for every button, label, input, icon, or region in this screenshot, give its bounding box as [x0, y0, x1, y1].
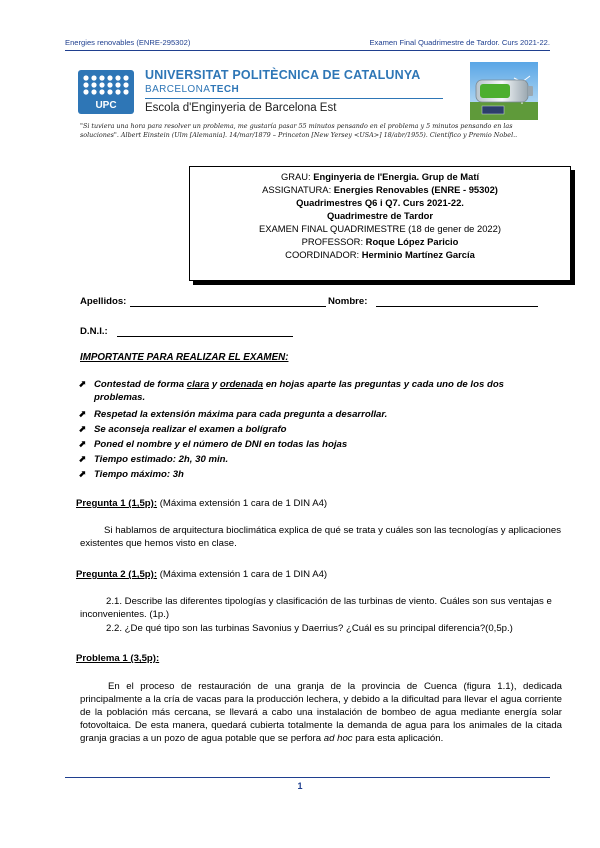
instruction-1: ⬈ Contestad de forma clara y ordenada en hojas aparte las preguntas y cada uno de los dos problemas. — [78, 379, 505, 403]
arrow-icon: ⬈ — [78, 454, 87, 465]
upc-logo-icon — [78, 70, 134, 114]
course-code: Energies renovables (ENRE-295302) — [65, 38, 191, 47]
footer-rule — [65, 777, 550, 778]
exam-session: Examen Final Quadrimestre de Tardor. Curs 2021-22. — [369, 38, 550, 47]
school-name: Escola d'Enginyeria de Barcelona Est — [145, 102, 337, 114]
quadrimestres-line: Quadrimestres Q6 i Q7. Curs 2021-22. — [296, 197, 464, 208]
instruction-2: ⬈ Respetad la extensión máxima para cada pregunta a desarrollar. — [78, 409, 388, 420]
pregunta-1-text: Si hablamos de arquitectura bioclimática explica de qué se trata y cuáles son las tecnologías y aplicaciones existentes que hemos visto en clase. — [80, 525, 562, 549]
banner-divider — [145, 98, 443, 99]
university-name: UNIVERSITAT POLITÈCNICA DE CATALUNYA — [145, 68, 421, 82]
pregunta-2-item-2: 2.2. ¿De qué tipo son las turbinas Savonius y Daerrius? ¿Cuál es su principal diferencia?(0,5p.) — [106, 623, 513, 634]
important-title: IMPORTANTE PARA REALIZAR EL EXAMEN: — [80, 352, 289, 363]
instruction-6: ⬈ Tiempo máximo: 3h — [78, 469, 184, 480]
pregunta-2-heading: Pregunta 2 (1,5p): (Máxima extensión 1 cara de 1 DIN A4) — [76, 569, 328, 580]
assignatura-line: ASSIGNATURA: Energies Renovables (ENRE - 95302) — [262, 184, 498, 195]
problema-1-heading: Problema 1 (3,5p): — [76, 653, 160, 664]
instruction-4: ⬈ Poned el nombre y el número de DNI en todas las hojas — [78, 439, 348, 450]
apellidos-label: Apellidos: — [80, 296, 127, 307]
coordinador-line: COORDINADOR: Herminio Martínez García — [285, 249, 475, 260]
running-header — [65, 38, 550, 52]
apellidos-field[interactable] — [130, 297, 326, 307]
dni-field[interactable] — [117, 327, 293, 337]
page-number: 1 — [297, 781, 303, 791]
arrow-icon: ⬈ — [78, 409, 87, 420]
university-subtitle: BARCELONATECH — [145, 84, 240, 95]
arrow-icon: ⬈ — [78, 439, 87, 450]
instruction-5: ⬈ Tiempo estimado: 2h, 30 min. — [78, 454, 229, 465]
pregunta-2-item-1: 2.1. Describe las diferentes tipologías y clasificación de las turbinas de viento. Cuáles son sus ventajas e inconvenientes. (1p.) — [80, 596, 552, 620]
problema-1-text: En el proceso de restauración de una granja de la provincia de Cuenca (figura 1.1), dedicada principalmente a la cría de vacas para la producción lechera, y debido a la dificultad para llevar el agua corriente de la población más cercana, se llevará a cabo una instalación de bombeo de agua mediante energía solar fotovoltaica. De esta manera, quedará cubierta totalmente la demanda de agua para los animales de la citada granja gracias a un pozo de agua potable que se perfora ad hoc para esta aplicación. — [80, 681, 562, 744]
einstein-quote: "Si tuviera una hora para resolver un problema, me gustaría pasar 55 minutos pensando en el problema y 5 minutos pensando en las soluciones". Albert Einstein (Ulm [Alemania]. 14/mar/1879 – Princeton [New Yersey <USA>] 18/abr/1955). Científico y Premio Nobel.. — [80, 122, 518, 139]
professor-line: PROFESSOR: Roque López Paricio — [301, 236, 459, 247]
arrow-icon: ⬈ — [78, 424, 87, 435]
instruction-3: ⬈ Se aconseja realizar el examen a bolígrafo — [78, 424, 287, 435]
dni-label: D.N.I.: — [80, 326, 108, 337]
nombre-field[interactable] — [376, 297, 538, 307]
renewable-energy-image — [470, 62, 538, 120]
grau-line: GRAU: Enginyeria de l'Energia. Grup de Matí — [280, 171, 480, 182]
nombre-label: Nombre: — [328, 296, 368, 307]
arrow-icon: ⬈ — [78, 469, 87, 480]
logo-text: UPC — [95, 100, 117, 111]
examen-line: EXAMEN FINAL QUADRIMESTRE (18 de gener de 2022) — [259, 223, 501, 234]
arrow-icon: ⬈ — [78, 379, 87, 390]
exam-info-box — [189, 166, 571, 281]
quadrimestre-line: Quadrimestre de Tardor — [326, 210, 434, 221]
header-rule — [65, 50, 550, 51]
pregunta-1-heading: Pregunta 1 (1,5p): (Máxima extensión 1 cara de 1 DIN A4) — [76, 498, 328, 509]
